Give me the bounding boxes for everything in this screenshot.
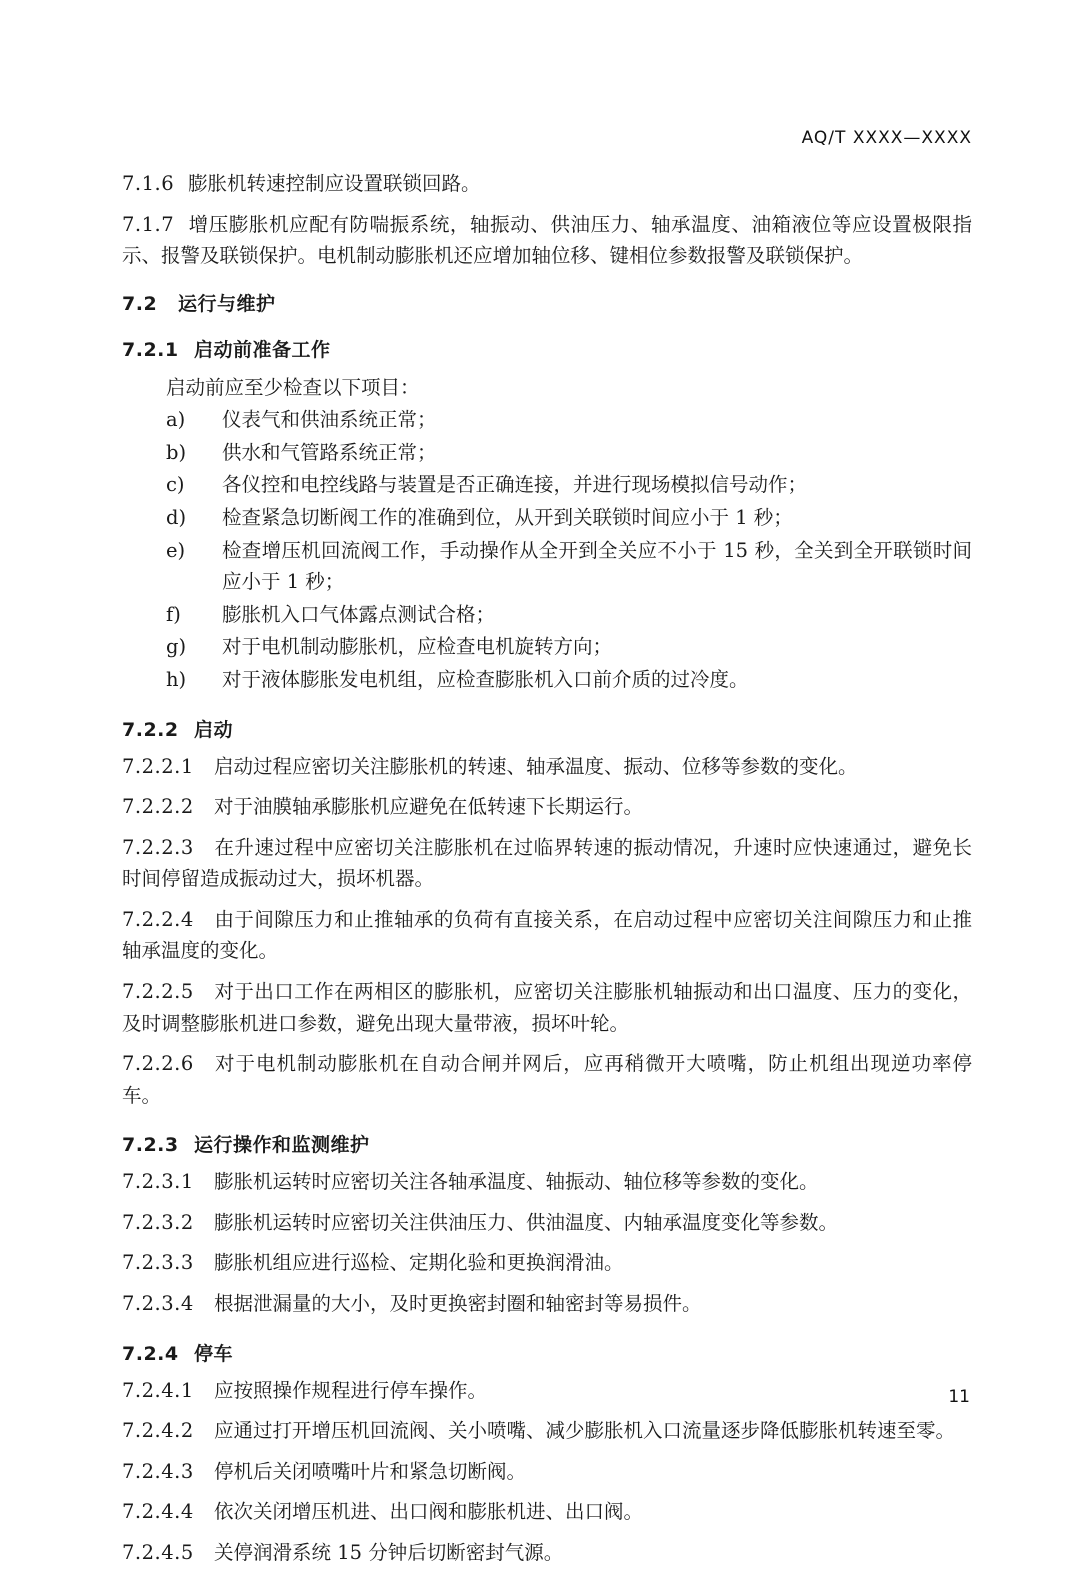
list-marker: g) bbox=[166, 635, 187, 659]
clause-text: 膨胀机运转时应密切关注各轴承温度、轴振动、轴位移等参数的变化。 bbox=[214, 1170, 819, 1194]
clause-number: 7.1.7 bbox=[122, 212, 175, 236]
heading-number: 7.2.4 bbox=[122, 1342, 179, 1365]
clause-number: 7.2.3.4 bbox=[122, 1292, 194, 1316]
clause-7-2-3-1 bbox=[122, 1166, 972, 1198]
list-marker: b) bbox=[166, 440, 187, 464]
list-item-text: 仪表气和供油系统正常； bbox=[222, 408, 437, 432]
clause-number: 7.2.3.3 bbox=[122, 1251, 194, 1275]
heading-number: 7.2 bbox=[122, 292, 158, 315]
list-item bbox=[166, 502, 972, 534]
list-item-text: 膨胀机入口气体露点测试合格； bbox=[222, 602, 496, 626]
page-header-standard-code: AQ/T XXXX—XXXX bbox=[801, 128, 972, 148]
list-item-text: 对于电机制动膨胀机，应检查电机旋转方向； bbox=[222, 635, 613, 659]
clause-number: 7.2.4.3 bbox=[122, 1459, 194, 1483]
list-item-text: 检查紧急切断阀工作的准确到位，从开到关联锁时间应小于 1 秒； bbox=[222, 506, 793, 530]
page-number: 11 bbox=[948, 1387, 970, 1407]
list-item bbox=[166, 599, 972, 631]
clause-number: 7.2.2.2 bbox=[122, 795, 194, 819]
checklist bbox=[122, 404, 972, 695]
list-item-text: 对于液体膨胀发电机组，应检查膨胀机入口前介质的过冷度。 bbox=[222, 667, 749, 691]
heading-7-2-2 bbox=[122, 715, 972, 742]
list-marker: a) bbox=[166, 408, 186, 432]
clause-7-1-7 bbox=[122, 209, 972, 272]
list-item bbox=[166, 631, 972, 663]
list-marker: e) bbox=[166, 538, 186, 562]
clause-7-2-4-3 bbox=[122, 1456, 972, 1488]
heading-number: 7.2.3 bbox=[122, 1134, 179, 1157]
clause-text: 启动过程应密切关注膨胀机的转速、轴承温度、振动、位移等参数的变化。 bbox=[214, 754, 858, 778]
list-item bbox=[166, 437, 972, 469]
heading-7-2 bbox=[122, 289, 972, 316]
list-item-text: 供水和气管路系统正常； bbox=[222, 440, 437, 464]
clause-text: 膨胀机组应进行巡检、定期化验和更换润滑油。 bbox=[214, 1251, 624, 1275]
clause-text: 膨胀机转速控制应设置联锁回路。 bbox=[188, 172, 481, 195]
clause-7-2-3-4 bbox=[122, 1288, 972, 1320]
document-body bbox=[122, 168, 972, 1578]
clause-text: 应按照操作规程进行停车操作。 bbox=[214, 1378, 488, 1402]
clause-7-1-6 bbox=[122, 168, 972, 200]
clause-number: 7.2.4.4 bbox=[122, 1500, 194, 1524]
clause-text: 在升速过程中应密切关注膨胀机在过临界转速的振动情况，升速时应快速通过，避免长时间停留造成振动过大，损坏机器。 bbox=[122, 835, 972, 891]
clause-number: 7.2.3.2 bbox=[122, 1210, 194, 1234]
heading-text: 启动 bbox=[194, 718, 234, 741]
clause-7-2-3-2 bbox=[122, 1207, 972, 1239]
clause-number: 7.2.4.2 bbox=[122, 1419, 194, 1443]
clause-7-2-4-2 bbox=[122, 1415, 972, 1447]
clause-7-2-2-2 bbox=[122, 791, 972, 823]
clause-number: 7.2.4.1 bbox=[122, 1378, 194, 1402]
clause-number: 7.2.2.3 bbox=[122, 835, 194, 859]
clause-text: 对于出口工作在两相区的膨胀机，应密切关注膨胀机轴振动和出口温度、压力的变化，及时调整膨胀机进口参数，避免出现大量带液，损坏叶轮。 bbox=[122, 979, 972, 1035]
heading-text: 启动前准备工作 bbox=[194, 338, 331, 361]
clause-7-2-2-3 bbox=[122, 832, 972, 895]
clause-number: 7.2.2.1 bbox=[122, 754, 194, 778]
clause-text: 增压膨胀机应配有防喘振系统，轴振动、供油压力、轴承温度、油箱液位等应设置极限指示、报警及联锁保护。电机制动膨胀机还应增加轴位移、键相位参数报警及联锁保护。 bbox=[122, 212, 972, 268]
clause-number: 7.2.2.4 bbox=[122, 907, 194, 931]
clause-7-2-2-6 bbox=[122, 1048, 972, 1111]
list-item-text: 各仪控和电控线路与装置是否正确连接，并进行现场模拟信号动作； bbox=[222, 473, 808, 497]
clause-text: 对于油膜轴承膨胀机应避免在低转速下长期运行。 bbox=[214, 795, 644, 819]
heading-7-2-1 bbox=[122, 335, 972, 362]
heading-number: 7.2.1 bbox=[122, 338, 179, 361]
clause-7-2-4-5 bbox=[122, 1537, 972, 1569]
clause-7-2-4-1 bbox=[122, 1375, 972, 1407]
clause-text: 由于间隙压力和止推轴承的负荷有直接关系，在启动过程中应密切关注间隙压力和止推轴承温度的变化。 bbox=[122, 907, 972, 963]
clause-text: 应通过打开增压机回流阀、关小喷嘴、减少膨胀机入口流量逐步降低膨胀机转速至零。 bbox=[214, 1419, 956, 1443]
clause-7-2-2-4 bbox=[122, 904, 972, 967]
clause-7-2-3-3 bbox=[122, 1247, 972, 1279]
clause-7-2-4-4 bbox=[122, 1496, 972, 1528]
clause-7-2-2-1 bbox=[122, 751, 972, 783]
list-intro-text: 启动前应至少检查以下项目： bbox=[166, 375, 420, 399]
heading-7-2-3 bbox=[122, 1130, 972, 1157]
heading-text: 停车 bbox=[194, 1342, 234, 1365]
list-marker: d) bbox=[166, 506, 187, 530]
list-item bbox=[166, 469, 972, 501]
list-marker: h) bbox=[166, 667, 187, 691]
clause-number: 7.2.3.1 bbox=[122, 1170, 194, 1194]
heading-7-2-4 bbox=[122, 1339, 972, 1366]
clause-text: 对于电机制动膨胀机在自动合闸并网后，应再稍微开大喷嘴，防止机组出现逆功率停车。 bbox=[122, 1052, 972, 1107]
clause-7-2-2-5 bbox=[122, 976, 972, 1039]
list-item bbox=[166, 535, 972, 598]
clause-number: 7.2.2.5 bbox=[122, 979, 194, 1003]
list-marker: c) bbox=[166, 473, 185, 497]
clause-number: 7.2.4.5 bbox=[122, 1540, 194, 1564]
list-item bbox=[166, 404, 972, 436]
list-marker: f) bbox=[166, 602, 181, 626]
clause-number: 7.2.2.6 bbox=[122, 1052, 194, 1076]
heading-text: 运行操作和监测维护 bbox=[194, 1134, 370, 1157]
clause-number: 7.1.6 bbox=[122, 172, 175, 195]
list-item-text: 检查增压机回流阀工作，手动操作从全开到全关应不小于 15 秒，全关到全开联锁时间应小于 1 秒； bbox=[222, 538, 972, 594]
clause-text: 膨胀机运转时应密切关注供油压力、供油温度、内轴承温度变化等参数。 bbox=[214, 1210, 839, 1234]
clause-text: 根据泄漏量的大小，及时更换密封圈和轴密封等易损件。 bbox=[214, 1292, 702, 1316]
heading-text: 运行与维护 bbox=[178, 292, 276, 315]
heading-number: 7.2.2 bbox=[122, 718, 179, 741]
clause-text: 依次关闭增压机进、出口阀和膨胀机进、出口阀。 bbox=[214, 1500, 644, 1524]
clause-text: 停机后关闭喷嘴叶片和紧急切断阀。 bbox=[214, 1459, 527, 1483]
clause-text: 关停润滑系统 15 分钟后切断密封气源。 bbox=[214, 1540, 564, 1564]
list-item bbox=[166, 664, 972, 696]
